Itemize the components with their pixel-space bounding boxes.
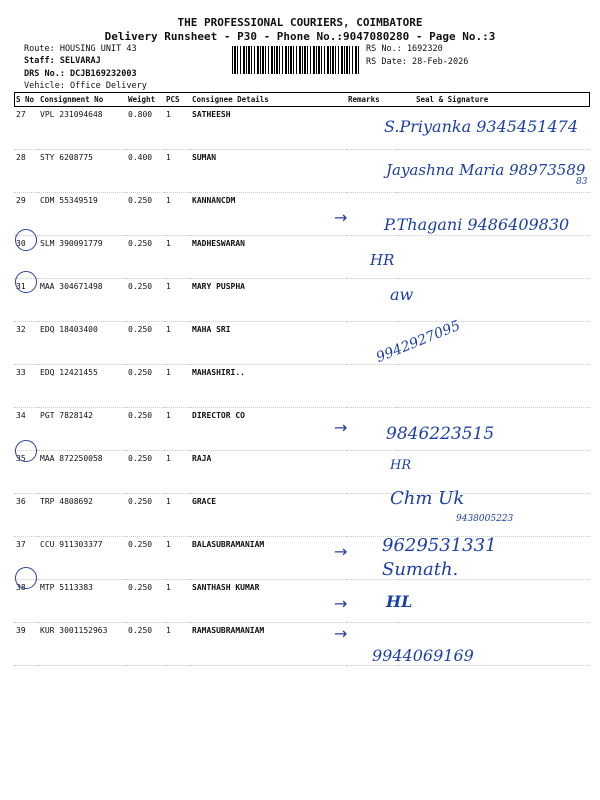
cell-consignee: MADHESWARAN [190,236,346,279]
cell-consignee: BALASUBRAMANIAM [190,537,346,580]
cell-consignee: GRACE [190,494,346,537]
arrow-mark: → [334,594,348,613]
handwritten-signature: 9846223515 [386,424,495,444]
cell-remarks [346,279,396,322]
cell-weight: 0.250 [126,537,164,580]
cell-consignment: EDQ 12421455 [38,365,126,408]
cell-weight: 0.250 [126,365,164,408]
cell-pcs: 1 [164,365,190,408]
cell-weight: 0.250 [126,451,164,494]
company-title: THE PROFESSIONAL COURIERS, COIMBATORE [177,16,423,29]
cell-weight: 0.250 [126,236,164,279]
cell-pcs: 1 [164,451,190,494]
cell-pcs: 1 [164,580,190,623]
cell-consignment: PGT 7828142 [38,408,126,451]
handwritten-signature: S.Priyanka 9345451474 [384,117,579,136]
cell-pcs: 1 [164,107,190,150]
handwritten-signature: Sumath. [382,559,459,580]
cell-sno: 37 [14,537,38,580]
cell-consignee: SUMAN [190,150,346,193]
cell-sno: 31 [14,279,38,322]
cell-consignment: MTP 5113383 [38,580,126,623]
table-row [14,322,590,365]
sno-circle-mark [15,567,37,589]
cell-consignment: MAA 304671498 [38,279,126,322]
cell-remarks [346,451,396,494]
runsheet-subtitle: Delivery Runsheet - P30 - Phone No.:9047080280 - Page No.:3 [104,30,496,43]
handwritten-note: 9438005223 [456,514,514,524]
col-consignment: Consignment No [38,93,126,107]
cell-consignee: DIRECTOR CO [190,408,346,451]
cell-weight: 0.250 [126,193,164,236]
cell-sno: 38 [14,580,38,623]
cell-consignment: MAA 872250058 [38,451,126,494]
col-consignee: Consignee Details [190,93,346,107]
table-row [14,236,590,279]
col-weight: Weight [126,93,164,107]
table-header-row [14,93,590,107]
cell-remarks [346,365,396,408]
cell-pcs: 1 [164,322,190,365]
arrow-mark: → [334,624,348,643]
cell-weight: 0.800 [126,107,164,150]
handwritten-note: 83 [576,177,588,187]
sno-circle-mark [15,229,37,251]
cell-signature [396,580,590,623]
handwritten-signature: Chm Uk [390,488,465,509]
cell-consignee: RAMASUBRAMANIAM [190,623,346,666]
cell-consignment: KUR 3001152963 [38,623,126,666]
table-border-left [14,92,15,106]
cell-sno: 36 [14,494,38,537]
handwritten-signature: Jayashna Maria 98973589 [386,161,586,179]
handwritten-initials: HR [390,458,412,473]
handwritten-signature: 9942927095 [374,317,463,366]
sno-circle-mark [15,271,37,293]
cell-consignee: MAHA SRI [190,322,346,365]
sno-circle-mark [15,440,37,462]
cell-sno: 39 [14,623,38,666]
cell-consignment: SLM 390091779 [38,236,126,279]
rs-date: RS Date: 28-Feb-2026 [366,57,469,67]
cell-sno: 32 [14,322,38,365]
cell-pcs: 1 [164,279,190,322]
table-row [14,623,590,666]
col-pcs: PCS [164,93,190,107]
cell-sno: 34 [14,408,38,451]
cell-consignment: STY 6208775 [38,150,126,193]
cell-consignment: CDM 55349519 [38,193,126,236]
cell-weight: 0.400 [126,150,164,193]
cell-weight: 0.250 [126,279,164,322]
cell-signature [396,236,590,279]
cell-consignee: MARY PUSPHA [190,279,346,322]
handwritten-initials: aw [390,285,414,304]
drs-number: DRS No.: DCJB169232003 [24,69,137,79]
cell-sno: 29 [14,193,38,236]
table-row [14,365,590,408]
cell-consignee: KANNANCDM [190,193,346,236]
cell-consignment: CCU 911303377 [38,537,126,580]
handwritten-initials: HR [370,251,395,269]
table-row [14,580,590,623]
cell-pcs: 1 [164,494,190,537]
cell-pcs: 1 [164,408,190,451]
cell-weight: 0.250 [126,494,164,537]
cell-pcs: 1 [164,537,190,580]
cell-signature [396,365,590,408]
cell-pcs: 1 [164,623,190,666]
col-signature: Seal & Signature [396,93,590,107]
cell-consignee: MAHASHIRI.. [190,365,346,408]
cell-weight: 0.250 [126,580,164,623]
cell-consignment: VPL 231094648 [38,107,126,150]
handwritten-signature: 9944069169 [372,646,474,665]
cell-pcs: 1 [164,236,190,279]
cell-pcs: 1 [164,193,190,236]
cell-sno: 28 [14,150,38,193]
cell-sno: 33 [14,365,38,408]
cell-consignee: SANTHASH KUMAR [190,580,346,623]
arrow-mark: → [334,542,348,561]
handwritten-signature: 9629531331 [382,535,497,556]
arrow-mark: → [334,418,348,437]
cell-consignment: EDQ 18403400 [38,322,126,365]
table-border-right [589,92,590,106]
cell-signature [396,279,590,322]
table-row [14,537,590,580]
col-sno: S No [14,93,38,107]
cell-remarks [346,494,396,537]
barcode-image [232,46,360,74]
cell-pcs: 1 [164,150,190,193]
arrow-mark: → [334,208,348,227]
table-row [14,451,590,494]
cell-consignment: TRP 4808692 [38,494,126,537]
cell-weight: 0.250 [126,322,164,365]
cell-weight: 0.250 [126,408,164,451]
cell-sno: 27 [14,107,38,150]
table-row [14,408,590,451]
rs-number: RS No.: 1692320 [366,44,443,54]
handwritten-signature: P.Thagani 9486409830 [384,215,570,234]
cell-sno: 30 [14,236,38,279]
cell-sno: 35 [14,451,38,494]
handwritten-initials: HL [386,592,413,611]
cell-weight: 0.250 [126,623,164,666]
cell-consignee: RAJA [190,451,346,494]
route-label: Route: HOUSING UNIT 43 [24,44,137,54]
table-row [14,279,590,322]
col-remarks: Remarks [346,93,396,107]
vehicle-label: Vehicle: Office Delivery [24,81,147,91]
cell-consignee: SATHEESH [190,107,346,150]
staff-label: Staff: SELVARAJ [24,56,101,66]
